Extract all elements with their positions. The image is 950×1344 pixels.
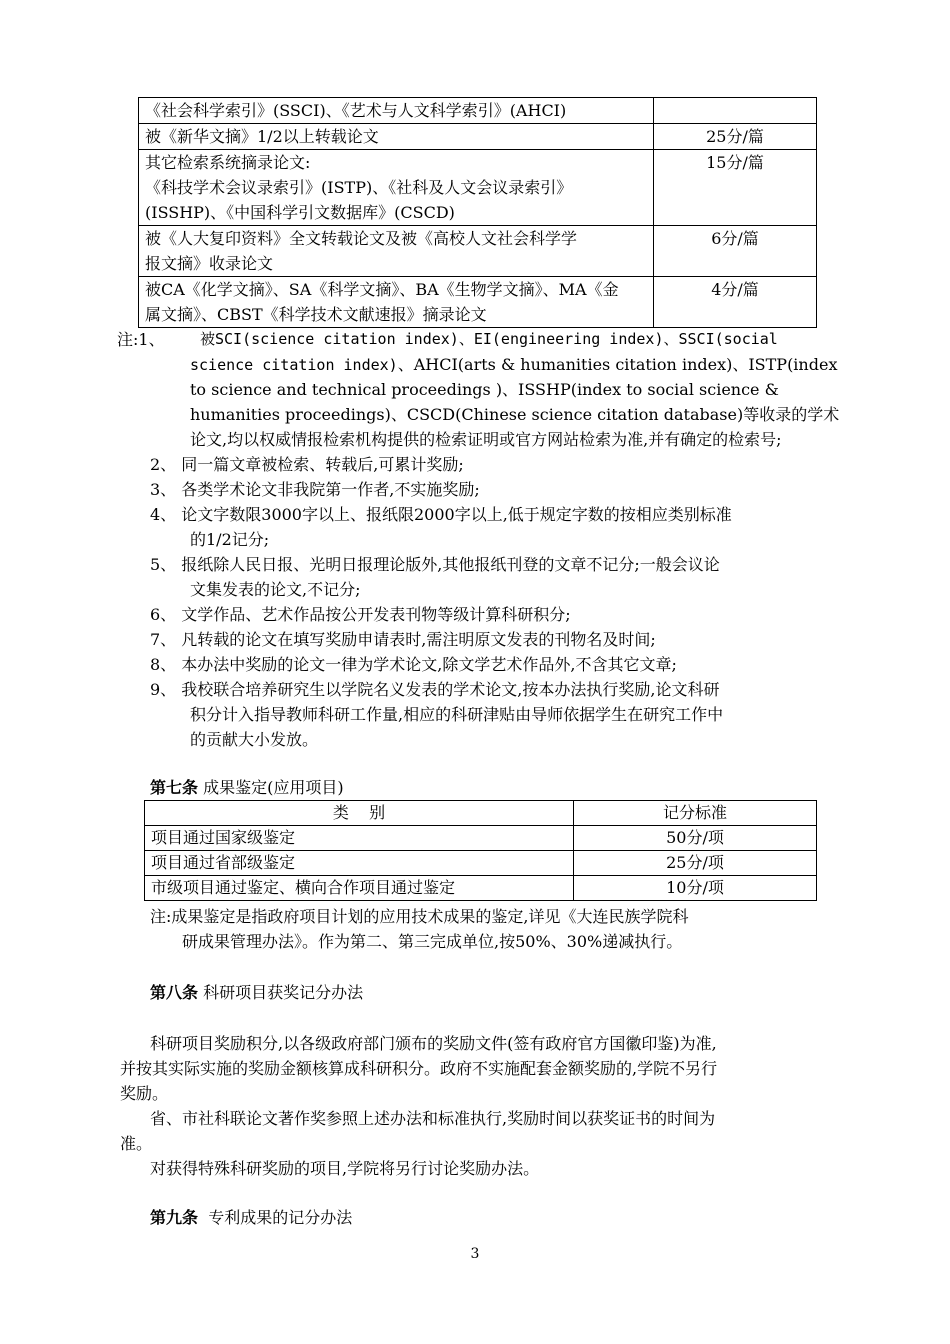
page-number: 3 — [470, 1246, 480, 1262]
table-header-row — [145, 801, 817, 826]
note-9-line-2: 积分计入指导教师科研工作量,相应的科研津贴由导师依据学生在研究工作中 — [190, 705, 724, 724]
article-9-heading: 第九条 专利成果的记分办法 — [150, 1208, 353, 1227]
score-cell: 25分/篇 — [654, 124, 817, 150]
header-category: 类 别 — [145, 801, 574, 826]
article-7-note-line-2: 研成果管理办法》。作为第二、第三完成单位,按50%、30%递减执行。 — [182, 932, 683, 951]
note-prefix: 注:1、 — [117, 330, 165, 349]
article-8-p1-line-3: 奖励。 — [120, 1084, 169, 1103]
article-7-heading: 第七条 成果鉴定(应用项目) — [150, 778, 344, 797]
category-cell: 项目通过国家级鉴定 — [145, 826, 574, 851]
note-1-rest: to science and technical proceedings )、ISSHP(index to social science & humanities proceedings)、CSCD(Chinese science citation database)等收录的学术论文,均以权威情报检索机构提供的检索证明或官方网站检索为准,并有确定的检索号; — [190, 380, 840, 449]
note-9-line-1: 9、 我校联合培养研究生以学院名义发表的学术论文,按本办法执行奖励,论文科研 — [150, 680, 720, 699]
score-cell: 25分/项 — [574, 851, 817, 876]
table-row — [145, 826, 817, 851]
article-8-p3: 对获得特殊科研奖励的项目,学院将另行讨论奖励办法。 — [150, 1159, 540, 1178]
score-cell: 15分/篇 — [654, 150, 817, 226]
note-4-line-2: 的1/2记分; — [190, 530, 270, 549]
table-cell: 被CA《化学文摘》、SA《科学文摘》、BA《生物学文摘》、MA《金 属文摘》、CBST《科学技术文献速报》摘录论文 — [139, 277, 654, 328]
score-cell: 50分/项 — [574, 826, 817, 851]
table-cell: 其它检索系统摘录论文: 《科技学术会议录索引》(ISTP)、《社科及人文会议录索引》 (ISSHP)、《中国科学引文数据库》(CSCD) — [139, 150, 654, 226]
note-9-line-3: 的贡献大小发放。 — [190, 730, 319, 749]
note-5-line-1: 5、 报纸除人民日报、光明日报理论版外,其他报纸刊登的文章不记分;一般会议论 — [150, 555, 720, 574]
note-5-line-2: 文集发表的论文,不记分; — [190, 580, 361, 599]
note-6: 6、 文学作品、艺术作品按公开发表刊物等级计算科研积分; — [150, 605, 571, 624]
header-score: 记分标准 — [574, 801, 817, 826]
note-1-line-1: 被SCI(science citation index)、EI(engineering index)、SSCI(social — [200, 330, 778, 348]
table-row — [139, 124, 817, 150]
table-cell: 被《人大复印资料》全文转载论文及被《高校人文社会科学学 报文摘》收录论文 — [139, 226, 654, 277]
table-row — [139, 277, 817, 328]
note-7: 7、 凡转载的论文在填写奖励申请表时,需注明原文发表的刊物名及时间; — [150, 630, 656, 649]
article-8-p2-line-1: 省、市社科联论文著作奖参照上述办法和标准执行,奖励时间以获奖证书的时间为 — [150, 1109, 716, 1128]
note-1-line-2: science citation index)、AHCI(arts & humanities citation index)、ISTP(index — [190, 355, 838, 374]
score-cell: 6分/篇 — [654, 226, 817, 277]
note-8: 8、 本办法中奖励的论文一律为学术论文,除文学艺术作品外,不含其它文章; — [150, 655, 677, 674]
table-row — [145, 876, 817, 901]
article-7-note-line-1: 注:成果鉴定是指政府项目计划的应用技术成果的鉴定,详见《大连民族学院科 — [150, 907, 689, 926]
table-cell: 被《新华文摘》1/2以上转载论文 — [139, 124, 654, 150]
appraisal-table — [144, 800, 817, 901]
score-cell — [654, 98, 817, 124]
article-8-p2-line-2: 准。 — [120, 1134, 153, 1153]
note-2: 2、 同一篇文章被检索、转载后,可累计奖励; — [150, 455, 464, 474]
note-3: 3、 各类学术论文非我院第一作者,不实施奖励; — [150, 480, 480, 499]
article-8-p1-line-1: 科研项目奖励积分,以各级政府部门颁布的奖励文件(签有政府官方国徽印鉴)为准, — [150, 1034, 717, 1053]
table-row — [145, 851, 817, 876]
journal-index-table — [138, 97, 817, 328]
article-8-p1-line-2: 并按其实际实施的奖励金额核算成科研积分。政府不实施配套金额奖励的,学院不另行 — [120, 1059, 718, 1078]
score-cell: 10分/项 — [574, 876, 817, 901]
table-row — [139, 150, 817, 226]
table-row — [139, 226, 817, 277]
score-cell: 4分/篇 — [654, 277, 817, 328]
category-cell: 项目通过省部级鉴定 — [145, 851, 574, 876]
table-cell: 《社会科学索引》(SSCI)、《艺术与人文科学索引》(AHCI) — [139, 98, 654, 124]
table-row — [139, 98, 817, 124]
category-cell: 市级项目通过鉴定、横向合作项目通过鉴定 — [145, 876, 574, 901]
note-4-line-1: 4、 论文字数限3000字以上、报纸限2000字以上,低于规定字数的按相应类别标准 — [150, 505, 732, 524]
article-8-heading: 第八条 科研项目获奖记分办法 — [150, 983, 364, 1002]
